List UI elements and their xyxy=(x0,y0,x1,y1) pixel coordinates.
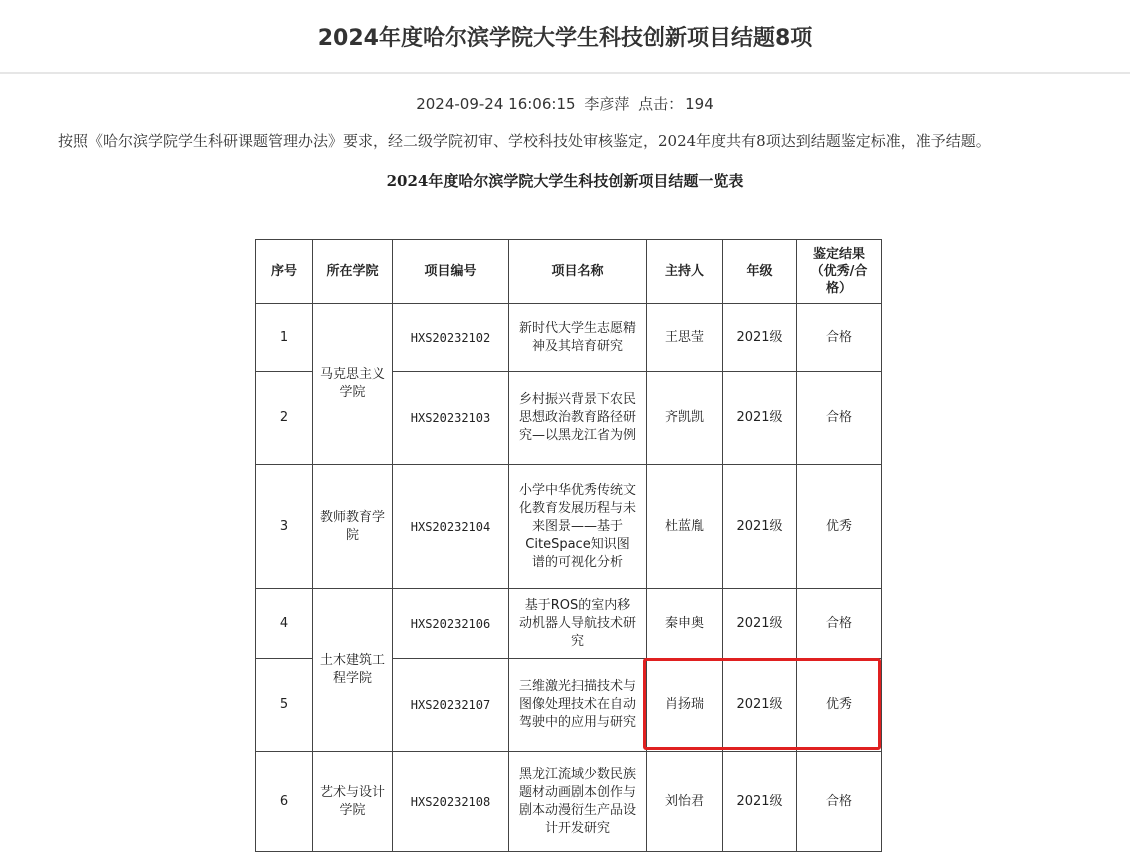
row-code: HXS20232104 xyxy=(393,465,509,589)
row-host: 肖扬瑞 xyxy=(647,659,723,752)
table-row xyxy=(256,752,882,852)
row-result: 合格 xyxy=(797,304,882,372)
row-code: HXS20232103 xyxy=(393,372,509,465)
row-grade: 2021级 xyxy=(723,659,797,752)
results-table xyxy=(255,239,882,852)
table-caption: 2024年度哈尔滨学院大学生科技创新项目结题一览表 xyxy=(386,172,744,190)
row-name: 基于ROS的室内移动机器人导航技术研究 xyxy=(509,589,647,659)
row-result: 优秀 xyxy=(797,659,882,752)
header-host: 主持人 xyxy=(647,240,723,304)
row-grade: 2021级 xyxy=(723,372,797,465)
row-name: 三维激光扫描技术与图像处理技术在自动驾驶中的应用与研究 xyxy=(509,659,647,752)
row-name: 乡村振兴背景下农民思想政治教育路径研究—以黑龙江省为例 xyxy=(509,372,647,465)
row-host: 齐凯凯 xyxy=(647,372,723,465)
row-host: 刘怡君 xyxy=(647,752,723,852)
row-grade: 2021级 xyxy=(723,304,797,372)
row-code: HXS20232107 xyxy=(393,659,509,752)
row-result: 合格 xyxy=(797,752,882,852)
title-bar xyxy=(0,0,1130,74)
results-table-wrap xyxy=(255,239,881,852)
row-name: 小学中华优秀传统文化教育发展历程与未来图景——基于CiteSpace知识图谱的可视化分析 xyxy=(509,465,647,589)
row-name: 新时代大学生志愿精神及其培育研究 xyxy=(509,304,647,372)
click-count: 194 xyxy=(685,95,714,113)
table-row xyxy=(256,304,882,372)
row-code: HXS20232102 xyxy=(393,304,509,372)
clicks-label: 点击： xyxy=(638,95,684,113)
header-college: 所在学院 xyxy=(313,240,393,304)
row-no: 1 xyxy=(256,304,313,372)
row-grade: 2021级 xyxy=(723,465,797,589)
table-header-row xyxy=(256,240,882,304)
row-host: 杜蓝胤 xyxy=(647,465,723,589)
table-row xyxy=(256,589,882,659)
header-grade: 年级 xyxy=(723,240,797,304)
row-result: 优秀 xyxy=(797,465,882,589)
table-row xyxy=(256,465,882,589)
row-code: HXS20232106 xyxy=(393,589,509,659)
header-name: 项目名称 xyxy=(509,240,647,304)
author: 李彦萍 xyxy=(584,95,630,113)
college-cell: 教师教育学院 xyxy=(313,465,393,589)
college-cell: 土木建筑工程学院 xyxy=(313,589,393,752)
row-no: 6 xyxy=(256,752,313,852)
row-grade: 2021级 xyxy=(723,752,797,852)
publish-date: 2024-09-24 16:06:15 xyxy=(416,95,576,113)
college-cell: 艺术与设计学院 xyxy=(313,752,393,852)
header-no: 序号 xyxy=(256,240,313,304)
row-grade: 2021级 xyxy=(723,589,797,659)
row-no: 2 xyxy=(256,372,313,465)
row-name: 黑龙江流域少数民族题材动画剧本创作与剧本动漫衍生产品设计开发研究 xyxy=(509,752,647,852)
row-no: 5 xyxy=(256,659,313,752)
article-paragraph: 按照《哈尔滨学院学生科研课题管理办法》要求，经二级学院初审、学校科技处审核鉴定，2024年度共有8项达到结题鉴定标准，准予结题。 xyxy=(58,132,991,150)
row-host: 王思莹 xyxy=(647,304,723,372)
header-code: 项目编号 xyxy=(393,240,509,304)
page-title: 2024年度哈尔滨学院大学生科技创新项目结题8项 xyxy=(317,25,813,51)
row-code: HXS20232108 xyxy=(393,752,509,852)
row-host: 秦申奥 xyxy=(647,589,723,659)
row-result: 合格 xyxy=(797,372,882,465)
college-cell: 马克思主义学院 xyxy=(313,304,393,465)
row-no: 4 xyxy=(256,589,313,659)
row-result: 合格 xyxy=(797,589,882,659)
article-meta xyxy=(0,93,1130,114)
header-result: 鉴定结果（优秀/合格） xyxy=(797,240,882,304)
row-no: 3 xyxy=(256,465,313,589)
